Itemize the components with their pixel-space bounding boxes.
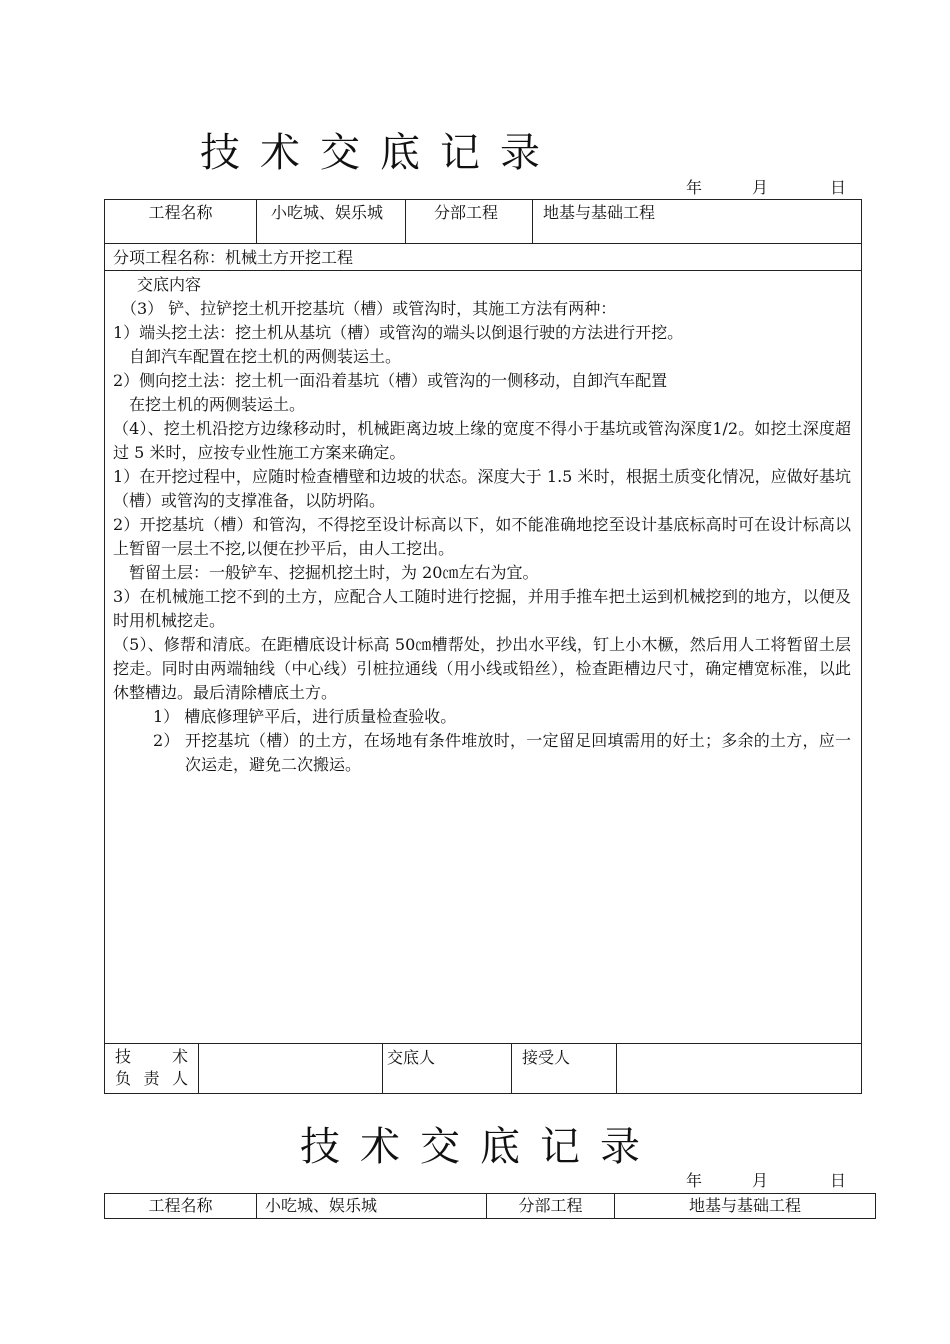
date-day: 日	[830, 178, 847, 197]
content-line: 2）侧向挖土法：挖土机一面沿着基坑（槽）或管沟的一侧移动，自卸汽车配置	[113, 371, 668, 390]
receiver-label: 接受人	[512, 1044, 617, 1094]
content-line: （4）、挖土机沿挖方边缘移动时，机械距离边坡上缘的宽度不得小于基坑或管沟深度1/2。如挖土深度超过 5 米时，应按专业性施工方案来确定。	[113, 419, 852, 462]
page-title-2: 技术交底记录	[300, 1124, 660, 1170]
content-line: 暂留土层：一般铲车、挖掘机挖土时，为 20㎝左右为宜。	[129, 563, 539, 582]
disclosure-table	[104, 199, 862, 1094]
content-line: 自卸汽车配置在挖土机的两侧装运土。	[129, 347, 402, 366]
content-line: 1）端头挖土法：挖土机从基坑（槽）或管沟的端头以倒退行驶的方法进行开挖。	[113, 323, 684, 342]
content-line: 1） 槽底修理铲平后，进行质量检查验收。	[153, 707, 457, 726]
project-name-value: 小吃城、娱乐城	[257, 1194, 487, 1219]
project-name-value: 小吃城、娱乐城	[257, 200, 406, 244]
project-name-label: 工程名称	[105, 1194, 257, 1219]
disclosure-content	[105, 271, 862, 1044]
content-line: 2）开挖基坑（槽）和管沟，不得挖至设计标高以下，如不能准确地挖至设计基底标高时可在设计标高以上暂留一层土不挖,以便在抄平后，由人工挖出。	[113, 515, 852, 558]
date-year: 年	[686, 1171, 703, 1190]
tech-lead-label: 技 术 负 责 人	[105, 1044, 199, 1094]
content-line: 2） 开挖基坑（槽）的土方，在场地有条件堆放时，一定留足回填需用的好土；多余的土方，应一次运走，避免二次搬运。	[153, 731, 852, 774]
date-year: 年	[686, 178, 703, 197]
date-day: 日	[830, 1171, 847, 1190]
division-label: 分部工程	[406, 200, 533, 244]
division-value: 地基与基础工程	[615, 1194, 876, 1219]
tech-lead-value	[199, 1044, 383, 1094]
content-heading: 交底内容	[137, 275, 202, 294]
division-label: 分部工程	[487, 1194, 615, 1219]
date-month: 月	[752, 1171, 769, 1190]
page-title: 技术交底记录	[200, 130, 560, 176]
sub-item-name: 分项工程名称：机械土方开挖工程	[105, 244, 862, 271]
content-line: 3）在机械施工挖不到的土方，应配合人工随时进行挖掘，并用手推车把土运到机械挖到的地方，以便及时用机械挖走。	[113, 587, 852, 630]
content-line: 在挖土机的两侧装运土。	[129, 395, 306, 414]
discloser-label: 交底人	[383, 1044, 512, 1094]
content-line: （3） 铲、拉铲挖土机开挖基坑（槽）或管沟时，其施工方法有两种：	[121, 299, 617, 318]
project-name-label: 工程名称	[105, 200, 257, 244]
division-value: 地基与基础工程	[533, 200, 862, 244]
date-month: 月	[752, 178, 769, 197]
receiver-value	[617, 1044, 862, 1094]
content-line: （5）、修帮和清底。在距槽底设计标高 50㎝槽帮处，抄出水平线，钉上小木橛，然后用人工将暂留土层挖走。同时由两端轴线（中心线）引桩拉通线（用小线或铅丝），检查距槽边尺寸，确定槽宽标准，以此休整槽边。最后清除槽底土方。	[113, 635, 852, 702]
date-line-2	[0, 1173, 950, 1193]
content-line: 1）在开挖过程中，应随时检查槽壁和边坡的状态。深度大于 1.5 米时，根据土质变化情况，应做好基坑（槽）或管沟的支撑准备，以防坍陷。	[113, 467, 852, 510]
disclosure-table-2	[104, 1193, 876, 1219]
date-line	[0, 180, 950, 200]
